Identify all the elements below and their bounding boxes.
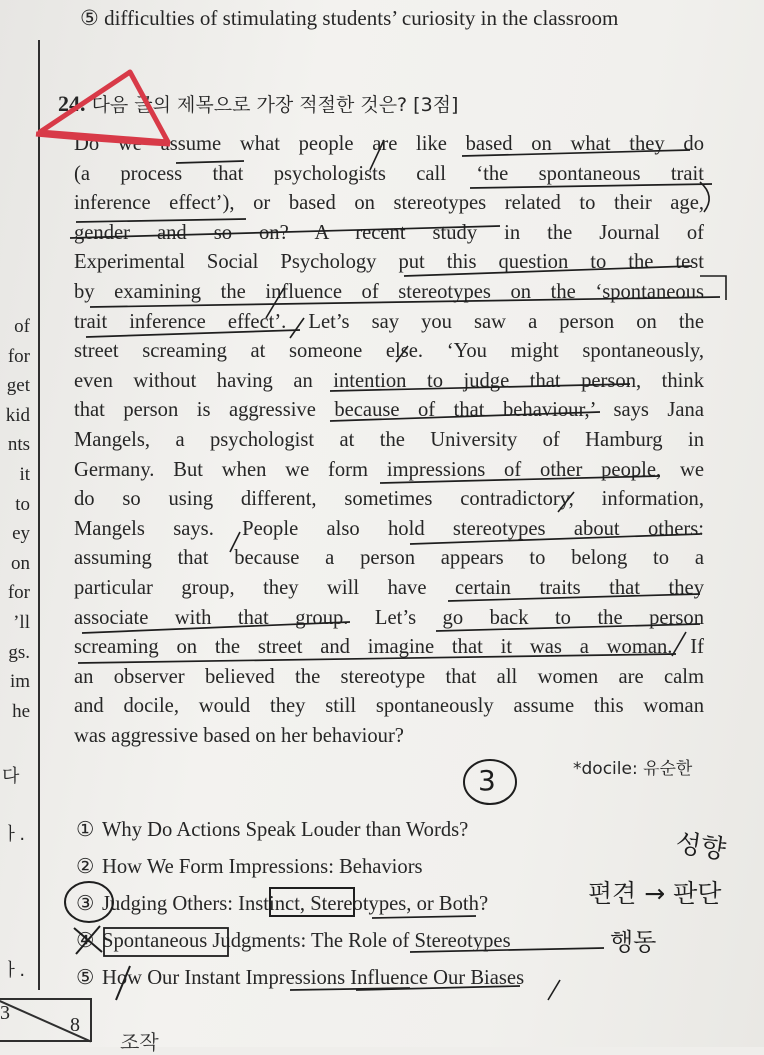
passage-line: gender and so on? A recent study in the Journal of <box>74 221 704 244</box>
choice-text: How Our Instant Impressions Influence Our Biases <box>102 967 525 989</box>
passage-line: screaming on the street and imagine that it was a woman. If <box>74 636 704 659</box>
passage-line: and docile, would they still spontaneously assume this woman <box>74 695 704 718</box>
left-column-fragment: gs. <box>8 641 30 663</box>
answer-choice-5[interactable] <box>76 960 524 997</box>
left-column-fragment: for <box>7 582 30 604</box>
question-prompt: 다음 글의 제목으로 가장 적절한 것은? [3점] <box>91 94 459 116</box>
left-column-fragment: nts <box>7 434 30 456</box>
passage-line: an observer believed the stereotype that all women are calm <box>74 665 704 688</box>
left-column-fragment: get <box>6 375 30 397</box>
passage-line: Experimental Social Psychology put this question to the test <box>74 251 704 274</box>
left-column-mark-3: ㅏ. <box>2 960 26 981</box>
choice-text: Why Do Actions Speak Louder than Words? <box>102 819 469 841</box>
handwritten-note-behavior: 성향 <box>673 828 728 866</box>
page-number-left: 3 <box>0 1002 10 1024</box>
passage-line: Mangels says. People also hold stereotypes about others: <box>74 517 704 540</box>
left-column-fragment: ey <box>12 523 30 545</box>
passage-line: street screaming at someone else. ‘You might spontaneously, <box>74 340 704 363</box>
answer-choice-2[interactable] <box>76 849 524 886</box>
choice-marker: ⑤ <box>76 967 95 989</box>
choice-text: Judging Others: Instinct, Stereotypes, or Both? <box>102 893 489 915</box>
passage-line: Do we assume what people are like based on what they do <box>74 133 704 155</box>
left-column-fragment: ’ll <box>13 611 30 633</box>
passage-line: that person is aggressive because of that behaviour,’ says Jana <box>74 399 704 422</box>
handwritten-note-bottom: 조작 <box>120 1030 159 1054</box>
reading-passage <box>74 130 704 751</box>
passage-line: associate with that group. Let’s go back to the person <box>74 606 704 629</box>
passage-line: even without having an intention to judge that person, think <box>74 369 704 392</box>
handwritten-note-action: 행동 <box>610 928 657 956</box>
passage-line: was aggressive based on her behaviour? <box>74 724 404 747</box>
left-column-fragment: kid <box>5 404 30 426</box>
passage-line: by examining the influence of stereotypes on the ‘spontaneous <box>74 280 704 303</box>
passage-line: (a process that psychologists call ‘the spontaneous trait <box>74 162 704 185</box>
previous-question-option-5: ⑤ difficulties of stimulating students’ curiosity in the classroom <box>80 6 619 30</box>
choice-text: Spontaneous Judgments: The Role of Stereotypes <box>102 930 511 952</box>
choice-marker: ② <box>76 856 95 878</box>
passage-line: do so using different, sometimes contradictory, information, <box>74 488 704 511</box>
left-column-fragment: it <box>19 463 30 485</box>
left-column-mark-2: ㅏ. <box>2 824 26 845</box>
left-column-fragment: he <box>12 700 30 722</box>
choice-marker: ① <box>76 819 95 841</box>
question-number: 24. <box>58 91 86 116</box>
passage-line: inference effect’), or based on stereotypes related to their age, <box>74 192 704 215</box>
left-column-mark-1: 다 <box>2 766 20 787</box>
footnote-docile: *docile: 유순한 <box>573 759 693 779</box>
answer-choice-4[interactable] <box>76 923 524 960</box>
handwritten-answer-circle-label: 3 <box>478 764 496 797</box>
passage-line: assuming that because a person appears to belong to a <box>74 547 704 570</box>
left-column-cut-text <box>0 312 30 726</box>
choice-marker: ③ <box>76 893 95 915</box>
left-column-fragment: im <box>9 671 30 693</box>
left-column-fragment: of <box>14 316 30 337</box>
choice-text: How We Form Impressions: Behaviors <box>102 856 423 878</box>
answer-choice-1[interactable] <box>76 812 524 849</box>
column-divider <box>38 40 40 990</box>
passage-line: trait inference effect’. Let’s say you saw a person on the <box>74 310 704 333</box>
answer-choice-3[interactable] <box>76 886 524 923</box>
passage-line: Germany. But when we form impressions of other people, we <box>74 458 704 481</box>
left-column-fragment: for <box>7 345 30 367</box>
question-header <box>58 90 458 117</box>
passage-line: particular group, they will have certain traits that they <box>74 576 704 599</box>
handwritten-note-prejudice: 편견 → 판단 <box>588 879 722 908</box>
page-number: 8 <box>70 1014 80 1036</box>
left-column-fragment: to <box>15 493 30 515</box>
choice-marker: ④ <box>76 930 95 952</box>
answer-choices <box>76 812 524 997</box>
passage-line: Mangels, a psychologist at the University of Hamburg in <box>74 428 704 451</box>
left-column-fragment: on <box>11 552 30 574</box>
